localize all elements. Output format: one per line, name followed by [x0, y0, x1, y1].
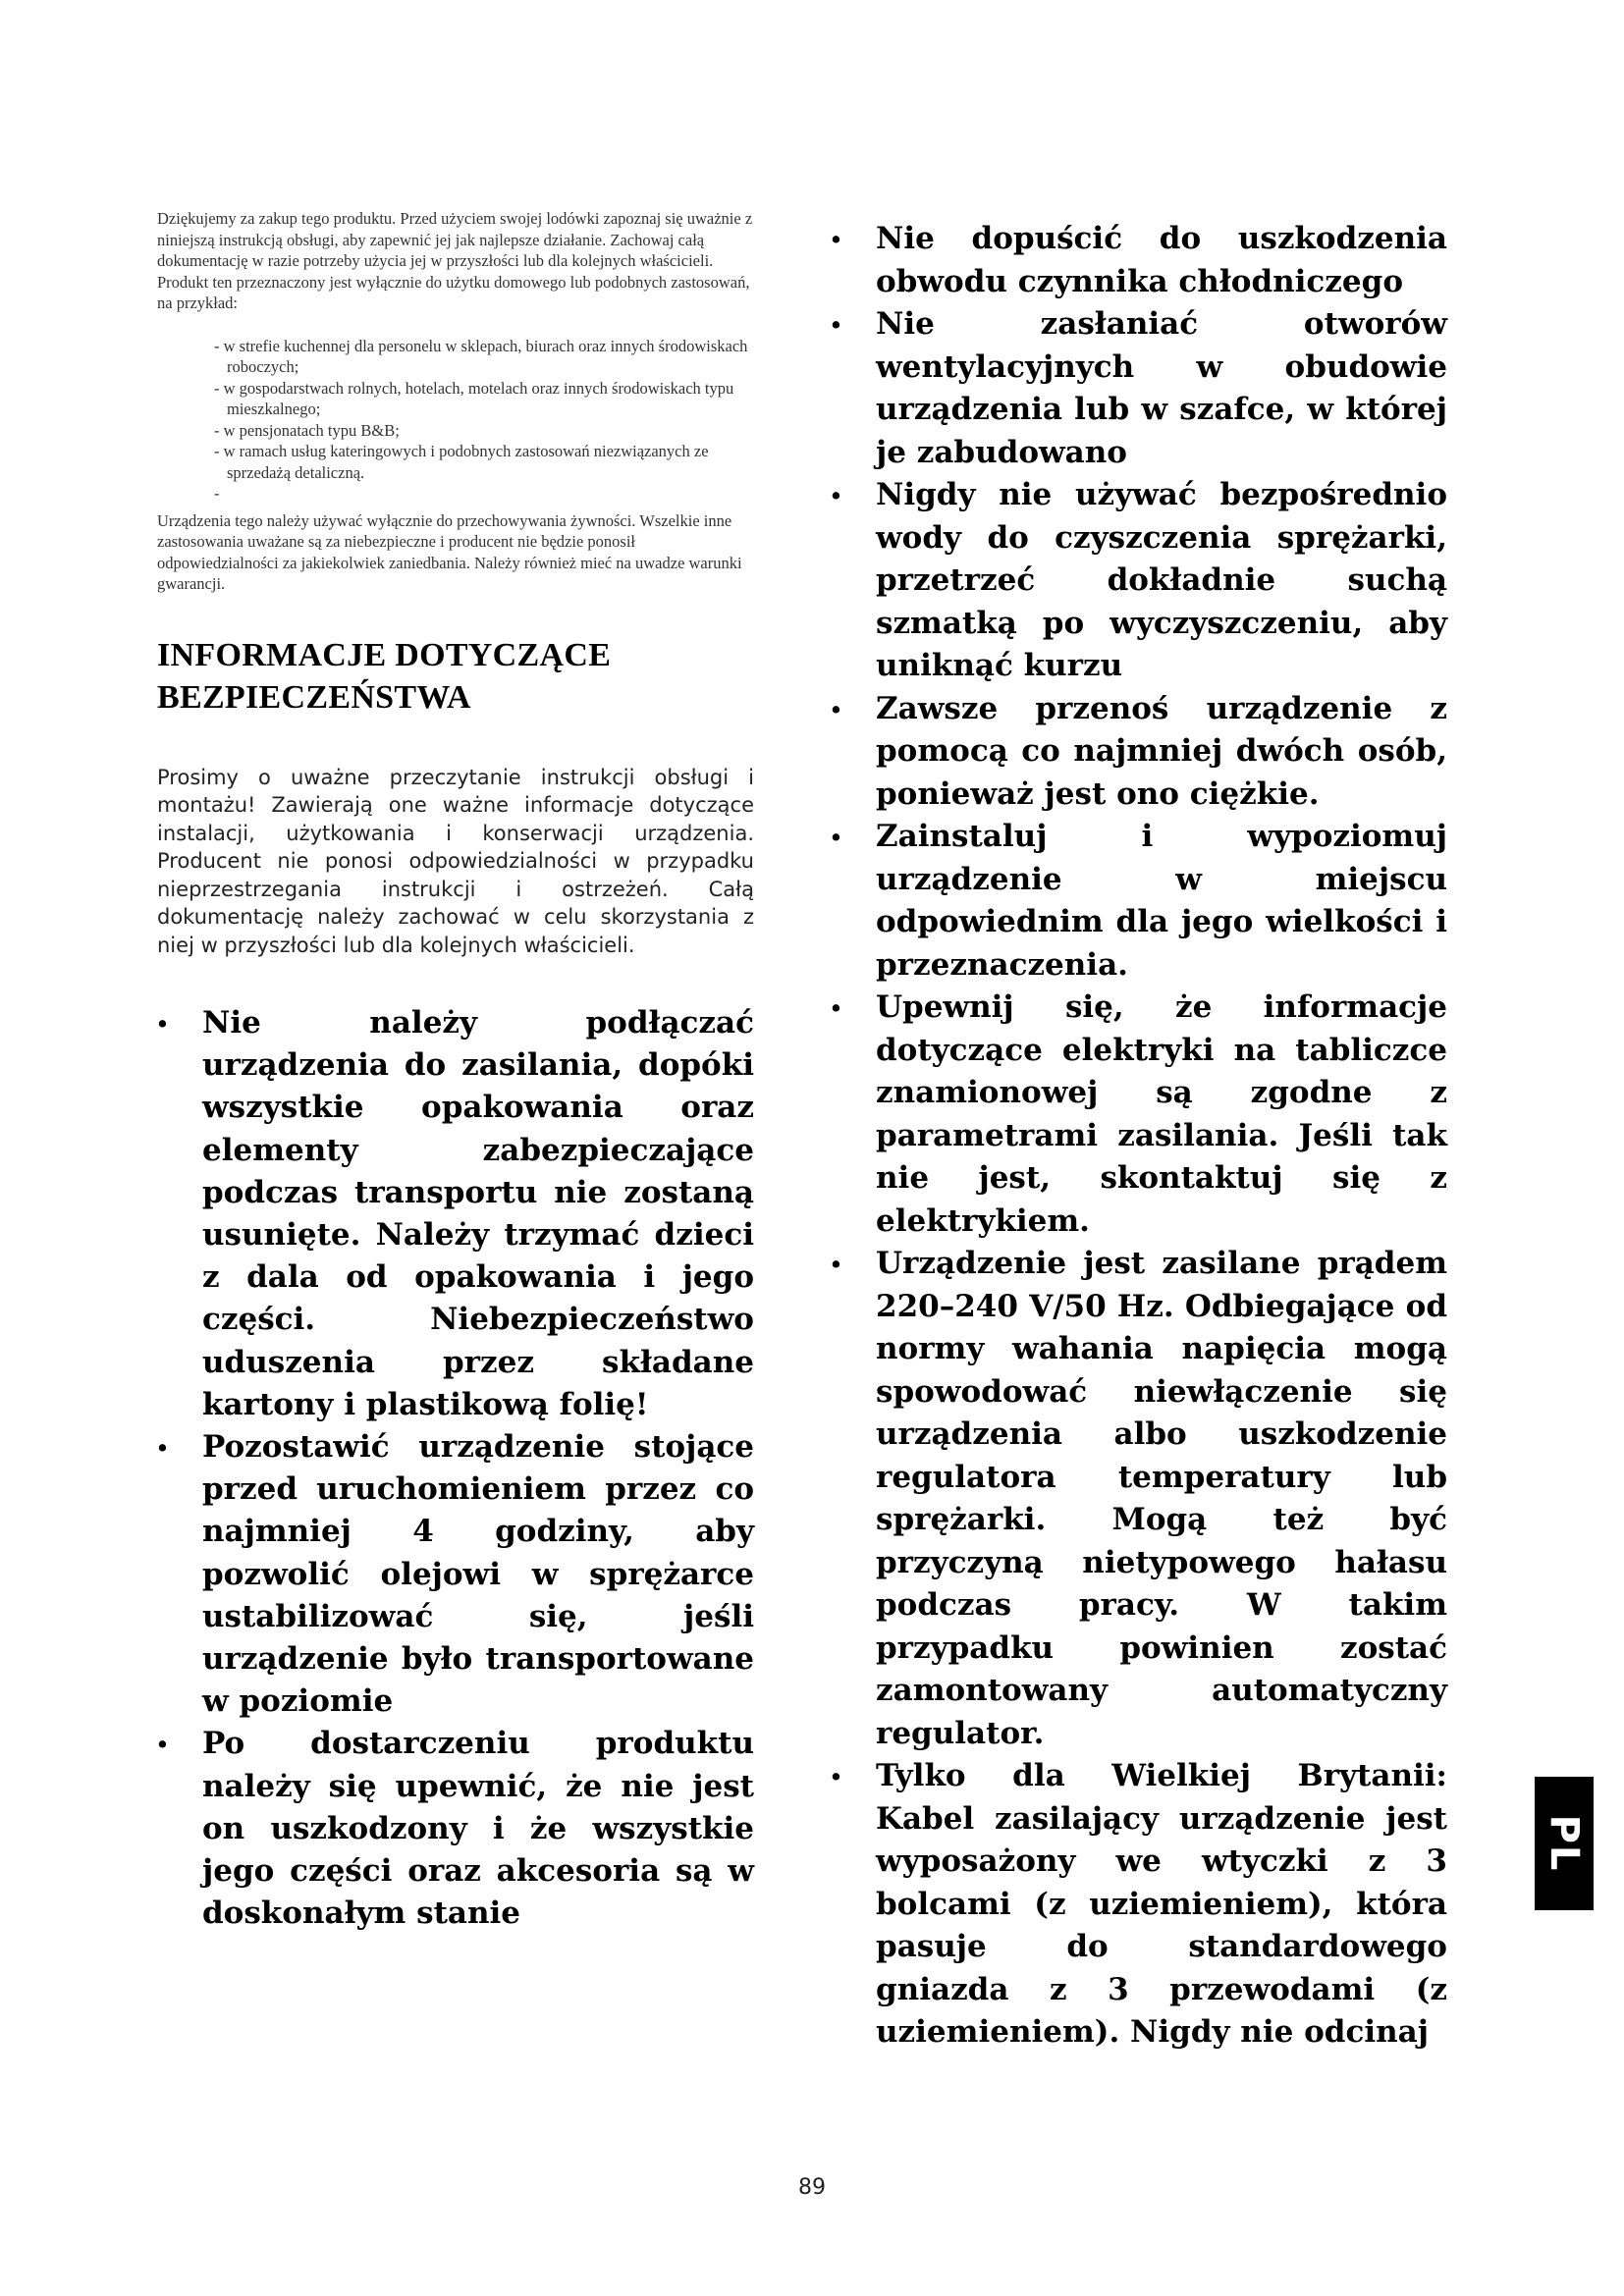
safety-bullet: • Nigdy nie używać bezpośrednio wody do czyszczenia sprężarki, przetrzeć dokładnie suchą szmatką po wyczyszczeniu, aby uniknąć kurzu [831, 474, 1447, 688]
language-tab [1535, 1777, 1594, 1910]
safety-bullet: • Urządzenie jest zasilane prądem 220–240 V/50 Hz. Odbiegające od normy wahania napięcia mogą spowodować niewłączenie się urządzenia albo uszkodzenie regulatora temperatury lub sprężarki. Mogą też być przyczyną nietypowego hałasu podczas pracy. W takim przypadku powinien zostać zamontowany automatyczny regulator. [831, 1243, 1447, 1755]
safety-bullet: • Nie dopuścić do uszkodzenia obwodu czynnika chłodniczego [831, 218, 1447, 303]
usage-list-item: - w gospodarstwach rolnych, hotelach, motelach oraz innych środowiskach typu mieszkalnego; [214, 378, 734, 418]
section-heading [157, 634, 754, 719]
usage-list-item: - w pensjonatach typu B&B; [214, 420, 400, 440]
safety-bullet: • Nie należy podłączać urządzenia do zasilania, dopóki wszystkie opakowania oraz elementy zabezpieczające podczas transportu nie zostaną usunięte. Należy trzymać dzieci z dala od opakowania i jego części. Niebezpieczeństwo uduszenia przez składane kartony i plastikową folię! [157, 1002, 754, 1426]
left-column [157, 208, 754, 1935]
left-safety-list [157, 1002, 754, 1935]
usage-list-item: - w strefie kuchennej dla personelu w sklepach, biurach oraz innych środowiskach roboczych; [214, 336, 748, 376]
language-tab-label: PL [1542, 1814, 1587, 1873]
safety-bullet: • Nie zasłaniać otworów wentylacyjnych w obudowie urządzenia lub w szafce, w której je zabudowano [831, 303, 1447, 474]
usage-list [214, 336, 754, 505]
safety-bullet: • Zawsze przenoś urządzenie z pomocą co najmniej dwóch osób, ponieważ jest ono ciężkie. [831, 688, 1447, 817]
right-safety-list [831, 218, 1447, 2055]
safety-bullet: • Pozostawić urządzenie stojące przed uruchomieniem przez co najmniej 4 godziny, aby pozwolić olejowi w sprężarce ustabilizować się, jeśli urządzenie było transportowane w poziomie [157, 1426, 754, 1723]
usage-list-item: - [214, 484, 220, 503]
usage-list-item: - w ramach usług kateringowych i podobnych zastosowań niezwiązanych ze sprzedażą detaliczną. [214, 442, 709, 482]
section-heading-line-1: INFORMACJE DOTYCZĄCE [157, 636, 612, 673]
page-number: 89 [798, 2175, 826, 2200]
right-column [831, 218, 1447, 2055]
safety-intro-paragraph: Prosimy o uważne przeczytanie instrukcji obsługi i montażu! Zawierają one ważne informacje dotyczące instalacji, użytkowania i konserwacji urządzenia. Producent nie ponosi odpowiedzialności w przypadku nieprzestrzegania instrukcji i ostrzeżeń. Całą dokumentację należy zachować w celu skorzystania z niej w przyszłości lub dla kolejnych właścicieli. [157, 765, 754, 957]
food-storage-paragraph: Urządzenia tego należy używać wyłącznie do przechowywania żywności. Wszelkie inne zastosowania uważane są za niebezpieczne i producent nie będzie ponosił odpowiedzialności za jakiekolwiek zaniedbania. Należy również mieć na uwadze warunki gwarancji. [157, 510, 742, 593]
safety-bullet: • Po dostarczeniu produktu należy się upewnić, że nie jest on uszkodzony i że wszystkie jego części oraz akcesoria są w doskonałym stanie [157, 1723, 754, 1935]
section-heading-line-2: BEZPIECZEŃSTWA [157, 678, 471, 716]
safety-bullet: • Tylko dla Wielkiej Brytanii: Kabel zasilający urządzenie jest wyposażony we wtyczki z 3 bolcami (z uziemieniem), która pasuje do standardowego gniazda z 3 przewodami (z uziemieniem). Nigdy nie odcinaj [831, 1755, 1447, 2055]
safety-bullet: • Zainstaluj i wypoziomuj urządzenie w miejscu odpowiednim dla jego wielkości i przeznaczenia. [831, 816, 1447, 987]
safety-bullet: • Upewnij się, że informacje dotyczące elektryki na tabliczce znamionowej są zgodne z parametrami zasilania. Jeśli tak nie jest, skontaktuj się z elektrykiem. [831, 987, 1447, 1243]
intro-paragraph: Dziękujemy za zakup tego produktu. Przed użyciem swojej lodówki zapoznaj się uważnie z niniejszą instrukcją obsługi, aby zapewnić jej jak najlepsze działanie. Zachowaj całą dokumentację w razie potrzeby użycia jej w przyszłości lub dla kolejnych właścicieli. Produkt ten przeznaczony jest wyłącznie do użytku domowego lub podobnych zastosowań, na przykład: [157, 209, 753, 312]
